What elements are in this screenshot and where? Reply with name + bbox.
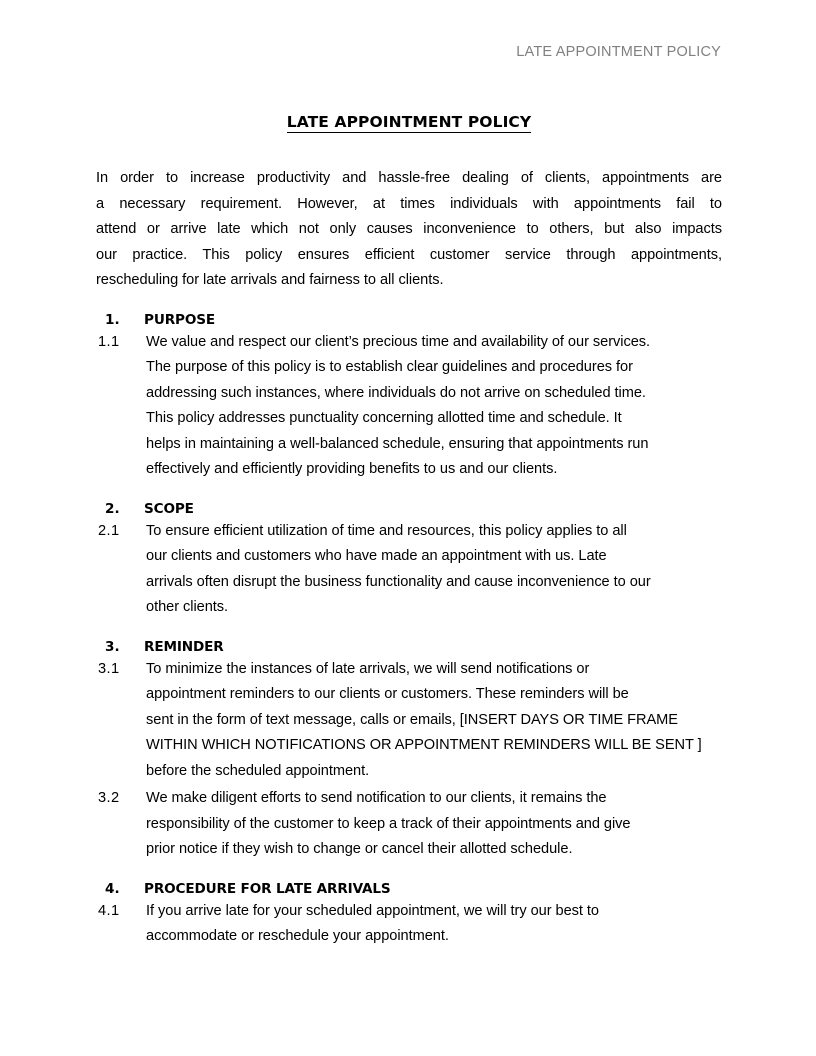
text-line: This policy addresses punctuality concerning allotted time and schedule. It bbox=[146, 410, 622, 426]
section-number: 4. bbox=[105, 880, 120, 897]
clause-text bbox=[146, 657, 722, 785]
text-line: If you arrive late for your scheduled appointment, we will try our best to bbox=[146, 902, 599, 919]
clause bbox=[96, 519, 722, 621]
text-line: We value and respect our client’s precious time and availability of our services. bbox=[146, 333, 651, 350]
clause-number: 2.1 bbox=[98, 522, 120, 539]
text-line: a necessary requirement. However, at times individuals with appointments fail to bbox=[96, 195, 722, 212]
clause-number: 3.1 bbox=[98, 660, 120, 677]
section-heading bbox=[96, 639, 722, 655]
text-line: appointment reminders to our clients or customers. These reminders will be bbox=[146, 686, 629, 702]
text-line: other clients. bbox=[146, 599, 229, 615]
text-line: our clients and customers who have made an appointment with us. Late bbox=[146, 548, 607, 564]
intro-paragraph bbox=[96, 166, 722, 294]
section-heading-label: PROCEDURE FOR LATE ARRIVALS bbox=[144, 880, 391, 897]
clause-text bbox=[146, 330, 722, 483]
section-heading bbox=[96, 881, 722, 897]
clause-number: 1.1 bbox=[98, 333, 120, 350]
text-line: The purpose of this policy is to establish clear guidelines and procedures for bbox=[146, 359, 633, 375]
text-line: helps in maintaining a well-balanced schedule, ensuring that appointments run bbox=[146, 435, 649, 452]
text-line: rescheduling for late arrivals and fairness to all clients. bbox=[96, 272, 444, 288]
running-header: LATE APPOINTMENT POLICY bbox=[516, 44, 721, 60]
section-heading-label: PURPOSE bbox=[144, 311, 216, 328]
text-line: To minimize the instances of late arrivals, we will send notifications or bbox=[146, 660, 590, 677]
clause-text bbox=[146, 519, 722, 621]
section-heading bbox=[96, 501, 722, 517]
clause-text bbox=[146, 899, 722, 950]
text-line: In order to increase productivity and hassle-free dealing of clients, appointments are bbox=[96, 170, 722, 186]
text-line: effectively and efficiently providing benefits to us and our clients. bbox=[146, 461, 558, 477]
text-line: accommodate or reschedule your appointment. bbox=[146, 928, 449, 944]
clause-number: 3.2 bbox=[98, 790, 120, 806]
text-line: attend or arrive late which not only causes inconvenience to others, but also impacts bbox=[96, 221, 722, 237]
section-heading-label: SCOPE bbox=[144, 500, 194, 517]
text-line: before the scheduled appointment. bbox=[146, 762, 370, 779]
text-line: prior notice if they wish to change or cancel their allotted schedule. bbox=[146, 841, 573, 857]
text-line: addressing such instances, where individuals do not arrive on scheduled time. bbox=[146, 384, 646, 401]
document-body bbox=[96, 112, 722, 950]
sections-container bbox=[96, 312, 722, 950]
clause bbox=[96, 786, 722, 863]
section-number: 1. bbox=[105, 311, 120, 328]
section-heading bbox=[96, 312, 722, 328]
clause bbox=[96, 899, 722, 950]
section-heading-label: REMINDER bbox=[144, 638, 224, 655]
clause-number: 4.1 bbox=[98, 902, 120, 919]
section-number: 2. bbox=[105, 500, 120, 517]
text-line: arrivals often disrupt the business functionality and cause inconvenience to our bbox=[146, 573, 651, 590]
text-line: We make diligent efforts to send notification to our clients, it remains the bbox=[146, 790, 607, 806]
clause bbox=[96, 657, 722, 785]
text-line: WITHIN WHICH NOTIFICATIONS OR APPOINTMENT REMINDERS WILL BE SENT ] bbox=[146, 737, 702, 753]
text-line: our practice. This policy ensures efficient customer service through appointments, bbox=[96, 246, 722, 263]
section-number: 3. bbox=[105, 638, 120, 655]
document-title bbox=[96, 112, 722, 132]
clause-text bbox=[146, 786, 722, 863]
document-title-text: LATE APPOINTMENT POLICY bbox=[286, 113, 532, 131]
text-line: responsibility of the customer to keep a track of their appointments and give bbox=[146, 815, 631, 832]
text-line: To ensure efficient utilization of time and resources, this policy applies to all bbox=[146, 522, 627, 539]
clause bbox=[96, 330, 722, 483]
text-line: sent in the form of text message, calls or emails, [INSERT DAYS OR TIME FRAME bbox=[146, 711, 678, 728]
